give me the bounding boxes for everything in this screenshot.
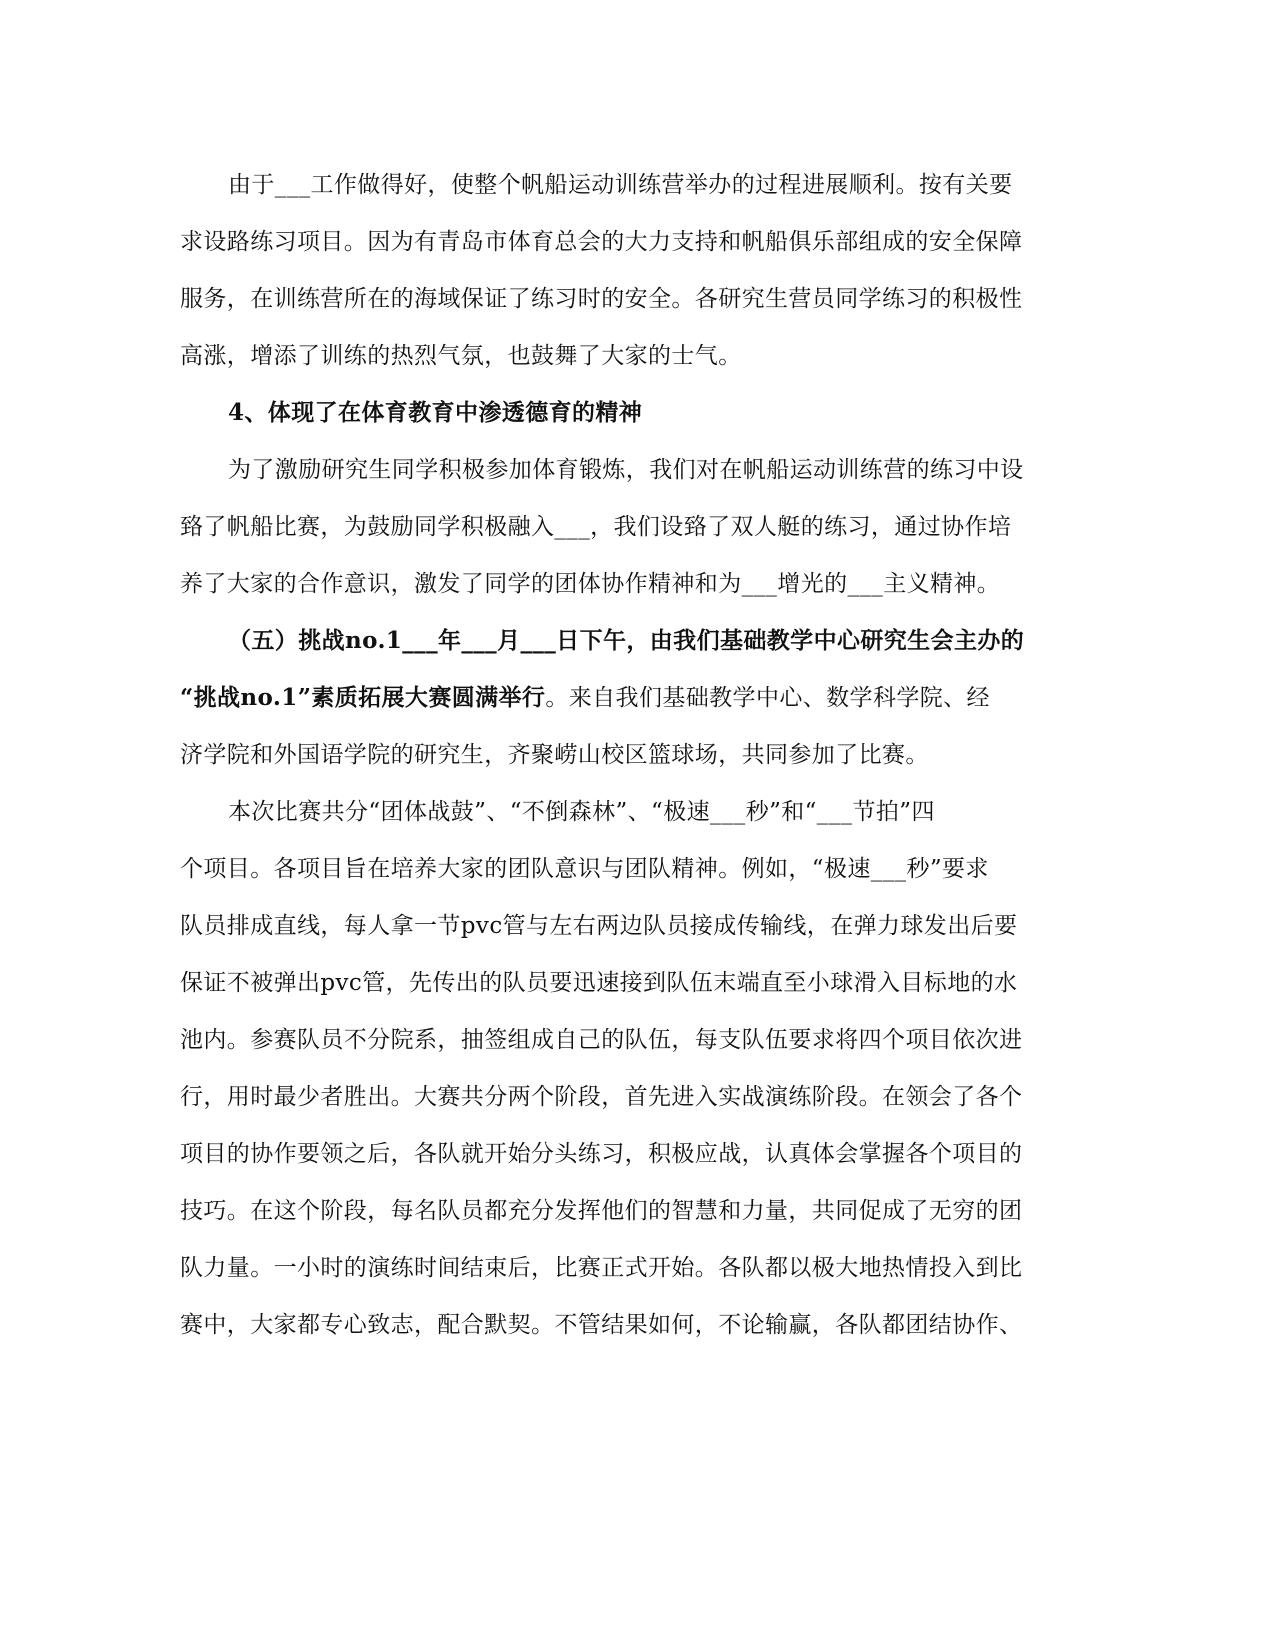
paragraph-line: 服务，在训练营所在的海域保证了练习时的安全。各研究生营员同学练习的积极性	[180, 286, 1023, 312]
paragraph-line: 臵了帆船比赛，为鼓励同学积极融入___，我们设臵了双人艇的练习，通过协作培	[180, 514, 1012, 540]
paragraph-line: 本次比赛共分“团体战鼓”、“不倒森林”、“极速___秒”和“___节拍”四	[228, 799, 935, 825]
paragraph-line: 养了大家的合作意识，激发了同学的团体协作精神和为___增光的___主义精神。	[180, 571, 1001, 597]
paragraph-line: 求设路练习项目。因为有青岛市体育总会的大力支持和帆船俱乐部组成的安全保障	[180, 229, 1023, 255]
bold-title-text: “挑战no.1”素质拓展大赛圆满举行	[180, 684, 546, 711]
paragraph-line: 保证不被弹出pvc管，先传出的队员要迅速接到队伍末端直至小球滑入目标地的水	[180, 970, 1018, 996]
paragraph-line: 技巧。在这个阶段，每名队员都充分发挥他们的智慧和力量，共同促成了无穷的团	[180, 1198, 1023, 1224]
paragraph-line: 为了激励研究生同学积极参加体育锻炼，我们对在帆船运动训练营的练习中设	[228, 457, 1024, 483]
paragraph-line: 队员排成直线，每人拿一节pvc管与左右两边队员接成传输线，在弹力球发出后要	[180, 913, 1018, 939]
paragraph-line: 队力量。一小时的演练时间结束后，比赛正式开始。各队都以极大地热情投入到比	[180, 1255, 1023, 1281]
paragraph-line: 赛中，大家都专心致志，配合默契。不管结果如何，不论输赢，各队都团结协作、	[180, 1312, 1023, 1338]
paragraph-line: 济学院和外国语学院的研究生，齐聚崂山校区篮球场，共同参加了比赛。	[180, 742, 929, 768]
paragraph-line: 行，用时最少者胜出。大赛共分两个阶段，首先进入实战演练阶段。在领会了各个	[180, 1084, 1023, 1110]
paragraph-line	[180, 683, 1040, 713]
paragraph-line: 高涨，增添了训练的热烈气氛，也鼓舞了大家的士气。	[180, 343, 742, 369]
paragraph-line: 个项目。各项目旨在培养大家的团队意识与团队精神。例如，“极速___秒”要求	[180, 856, 989, 882]
section-heading: 4、体现了在体育教育中渗透德育的精神	[228, 399, 643, 426]
section-heading: （五）挑战no.1___年___月___日下午，由我们基础教学中心研究生会主办的	[228, 627, 1025, 654]
paragraph-line: 池内。参赛队员不分院系，抽签组成自己的队伍，每支队伍要求将四个项目依次进	[180, 1027, 1023, 1053]
paragraph-line: 项目的协作要领之后，各队就开始分头练习，积极应战，认真体会掌握各个项目的	[180, 1141, 1023, 1167]
paragraph-line: 由于___工作做得好，使整个帆船运动训练营举办的过程进展顺利。按有关要	[228, 172, 1013, 198]
paragraph-text: 。来自我们基础教学中心、数学科学院、经	[545, 685, 990, 711]
